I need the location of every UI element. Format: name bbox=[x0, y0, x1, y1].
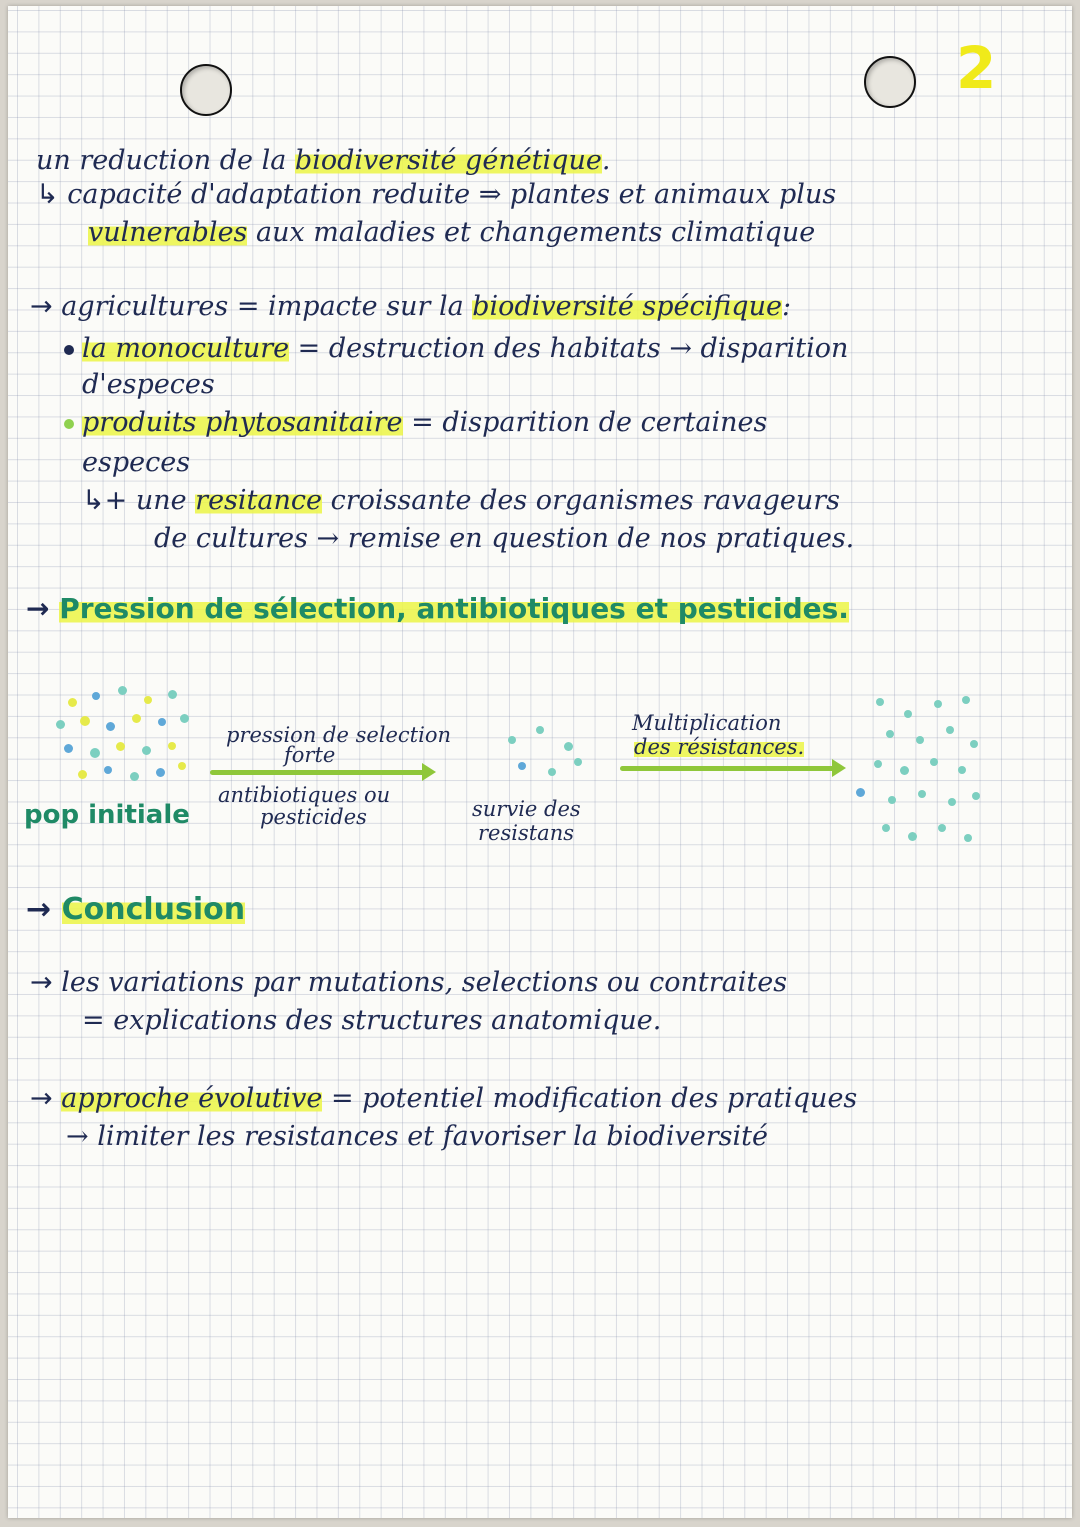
label-pop-initiale: pop initiale bbox=[24, 800, 190, 830]
sub-arrow-icon: ↳+ bbox=[82, 485, 128, 516]
population-dot bbox=[118, 686, 127, 695]
resistant-dot bbox=[948, 798, 956, 806]
label-resistans: resistans bbox=[478, 821, 574, 845]
bullet-icon bbox=[64, 345, 74, 355]
survivor-dot bbox=[564, 742, 573, 751]
resistant-dot bbox=[946, 726, 954, 734]
resistant-dot bbox=[938, 824, 946, 832]
resistant-dot bbox=[964, 834, 972, 842]
population-dot bbox=[180, 714, 189, 723]
population-dot bbox=[56, 720, 65, 729]
pression-heading: → Pression de sélection, antibiotiques et pesticides. bbox=[26, 592, 849, 625]
resistant-dot bbox=[908, 832, 917, 841]
agriculture-bullet-1-cont: d'especes bbox=[82, 369, 215, 400]
selection-arrow-icon bbox=[210, 770, 430, 775]
resistant-dot bbox=[882, 824, 890, 832]
resistant-dot bbox=[904, 710, 912, 718]
agriculture-title: → agricultures = impacte sur la biodiversité spécifique: bbox=[30, 291, 792, 322]
survivor-dot bbox=[536, 726, 544, 734]
survivor-dot bbox=[518, 762, 526, 770]
agriculture-sub-line-2: de cultures → remise en question de nos pratiques. bbox=[154, 523, 855, 554]
population-dot bbox=[78, 770, 87, 779]
resistant-dot bbox=[972, 792, 980, 800]
agriculture-bullet-1: la monoculture = destruction des habitats → disparition bbox=[64, 332, 848, 366]
notebook-page bbox=[8, 6, 1072, 1518]
population-dot bbox=[130, 772, 139, 781]
survivor-dot bbox=[508, 736, 516, 744]
resistant-dot bbox=[874, 760, 882, 768]
population-dot bbox=[92, 692, 100, 700]
population-dot bbox=[156, 768, 165, 777]
resistant-dot bbox=[900, 766, 909, 775]
population-dot bbox=[168, 690, 177, 699]
label-des-resistances: des résistances. bbox=[634, 735, 805, 759]
biodiversity-line-1: un reduction de la biodiversité génétique. bbox=[36, 145, 611, 176]
population-dot bbox=[80, 716, 90, 726]
biodiversity-line-2: ↳ capacité d'adaptation reduite ⇒ plantes et animaux plus bbox=[36, 179, 837, 210]
sub-arrow-icon: ↳ bbox=[36, 179, 59, 210]
bullet-icon bbox=[64, 419, 74, 429]
arrow-icon: → bbox=[30, 291, 53, 322]
agriculture-bullet-2-cont: especes bbox=[82, 447, 191, 478]
survivor-dot bbox=[548, 768, 556, 776]
biodiversity-line-3: vulnerables aux maladies et changements climatique bbox=[88, 217, 816, 248]
resistant-dot bbox=[970, 740, 978, 748]
population-dot bbox=[144, 696, 152, 704]
conclusion-heading: → Conclusion bbox=[26, 892, 246, 927]
arrow-icon: → bbox=[26, 892, 52, 927]
population-dot bbox=[116, 742, 125, 751]
resistant-dot bbox=[888, 796, 896, 804]
resistant-dot bbox=[934, 700, 942, 708]
resistant-dot bbox=[958, 766, 966, 774]
population-dot bbox=[104, 766, 112, 774]
population-dot bbox=[64, 744, 73, 753]
population-dot bbox=[168, 742, 176, 750]
conclusion-line-1-cont: = explications des structures anatomique. bbox=[82, 1005, 662, 1036]
population-dot bbox=[68, 698, 77, 707]
arrow-icon: → bbox=[30, 967, 53, 998]
page-number: 2 bbox=[956, 34, 997, 102]
label-survie: survie des bbox=[472, 797, 581, 821]
arrow-icon: → bbox=[26, 592, 50, 625]
population-dot bbox=[178, 762, 186, 770]
agriculture-sub-line-1: ↳+ une resitance croissante des organismes ravageurs bbox=[82, 485, 841, 516]
binder-hole-left bbox=[180, 64, 232, 116]
label-multiplication: Multiplication bbox=[632, 711, 782, 735]
population-dot bbox=[142, 746, 151, 755]
survivor-dot bbox=[574, 758, 582, 766]
conclusion-line-2-cont: → limiter les resistances et favoriser la biodiversité bbox=[66, 1121, 768, 1152]
label-antibiotiques: antibiotiques ou bbox=[218, 783, 391, 807]
population-dot bbox=[132, 714, 141, 723]
resistant-dot bbox=[886, 730, 894, 738]
resistant-dot bbox=[930, 758, 938, 766]
population-dot bbox=[90, 748, 100, 758]
multiplication-arrow-icon bbox=[620, 766, 840, 771]
label-pesticides: pesticides bbox=[260, 805, 367, 829]
label-forte: forte bbox=[284, 743, 336, 767]
resistant-dot bbox=[876, 698, 884, 706]
resistant-dot bbox=[918, 790, 926, 798]
conclusion-line-1: → les variations par mutations, selections ou contraites bbox=[30, 967, 788, 998]
resistant-dot bbox=[856, 788, 865, 797]
agriculture-bullet-2: produits phytosanitaire = disparition de certaines bbox=[64, 406, 767, 440]
population-dot bbox=[106, 722, 115, 731]
population-dot bbox=[158, 718, 166, 726]
arrow-icon: → bbox=[30, 1083, 53, 1114]
label-pression-selection: pression de selection bbox=[226, 723, 452, 747]
resistant-dot bbox=[916, 736, 924, 744]
binder-hole-right bbox=[864, 56, 916, 108]
resistant-dot bbox=[962, 696, 970, 704]
conclusion-line-2: → approche évolutive = potentiel modification des pratiques bbox=[30, 1083, 858, 1114]
